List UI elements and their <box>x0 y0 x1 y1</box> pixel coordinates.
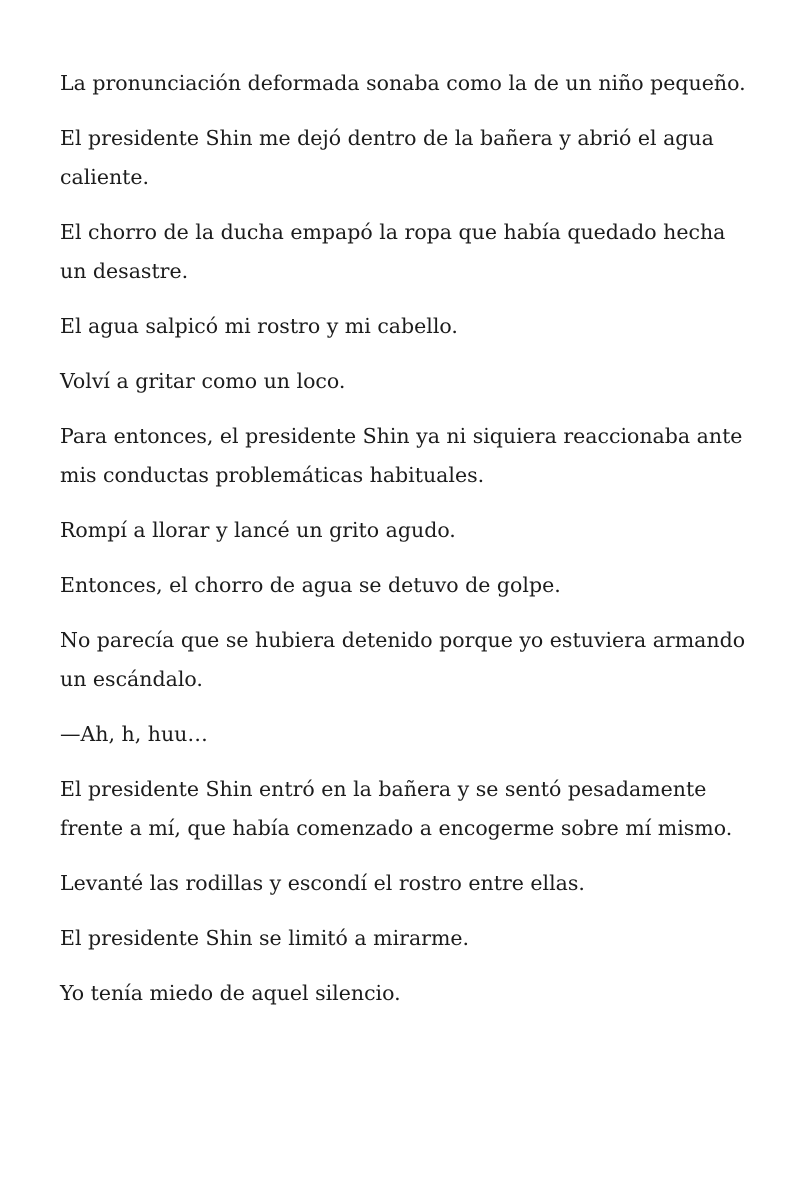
paragraph: El chorro de la ducha empapó la ropa que había quedado hecha un desastre. <box>60 220 726 283</box>
paragraph: No parecía que se hubiera detenido porque yo estuviera armando un escándalo. <box>60 628 746 691</box>
paragraph: Entonces, el chorro de agua se detuvo de golpe. <box>60 573 561 597</box>
paragraph: Yo tenía miedo de aquel silencio. <box>60 981 401 1005</box>
paragraph: El presidente Shin me dejó dentro de la bañera y abrió el agua caliente. <box>60 126 714 189</box>
paragraph: Para entonces, el presidente Shin ya ni siquiera reaccionaba ante mis conductas problemáticas habituales. <box>60 424 743 487</box>
dialogue-line: —Ah, h, huu… <box>60 722 208 746</box>
document-body <box>60 64 750 1029</box>
paragraph: El presidente Shin entró en la bañera y se sentó pesadamente frente a mí, que había comenzado a encogerme sobre mí mismo. <box>60 777 733 840</box>
paragraph: La pronunciación deformada sonaba como la de un niño pequeño. <box>60 71 746 95</box>
paragraph: Rompí a llorar y lancé un grito agudo. <box>60 518 456 542</box>
paragraph: El presidente Shin se limitó a mirarme. <box>60 926 470 950</box>
paragraph: El agua salpicó mi rostro y mi cabello. <box>60 314 458 338</box>
paragraph: Levanté las rodillas y escondí el rostro entre ellas. <box>60 871 585 895</box>
paragraph: Volví a gritar como un loco. <box>60 369 346 393</box>
